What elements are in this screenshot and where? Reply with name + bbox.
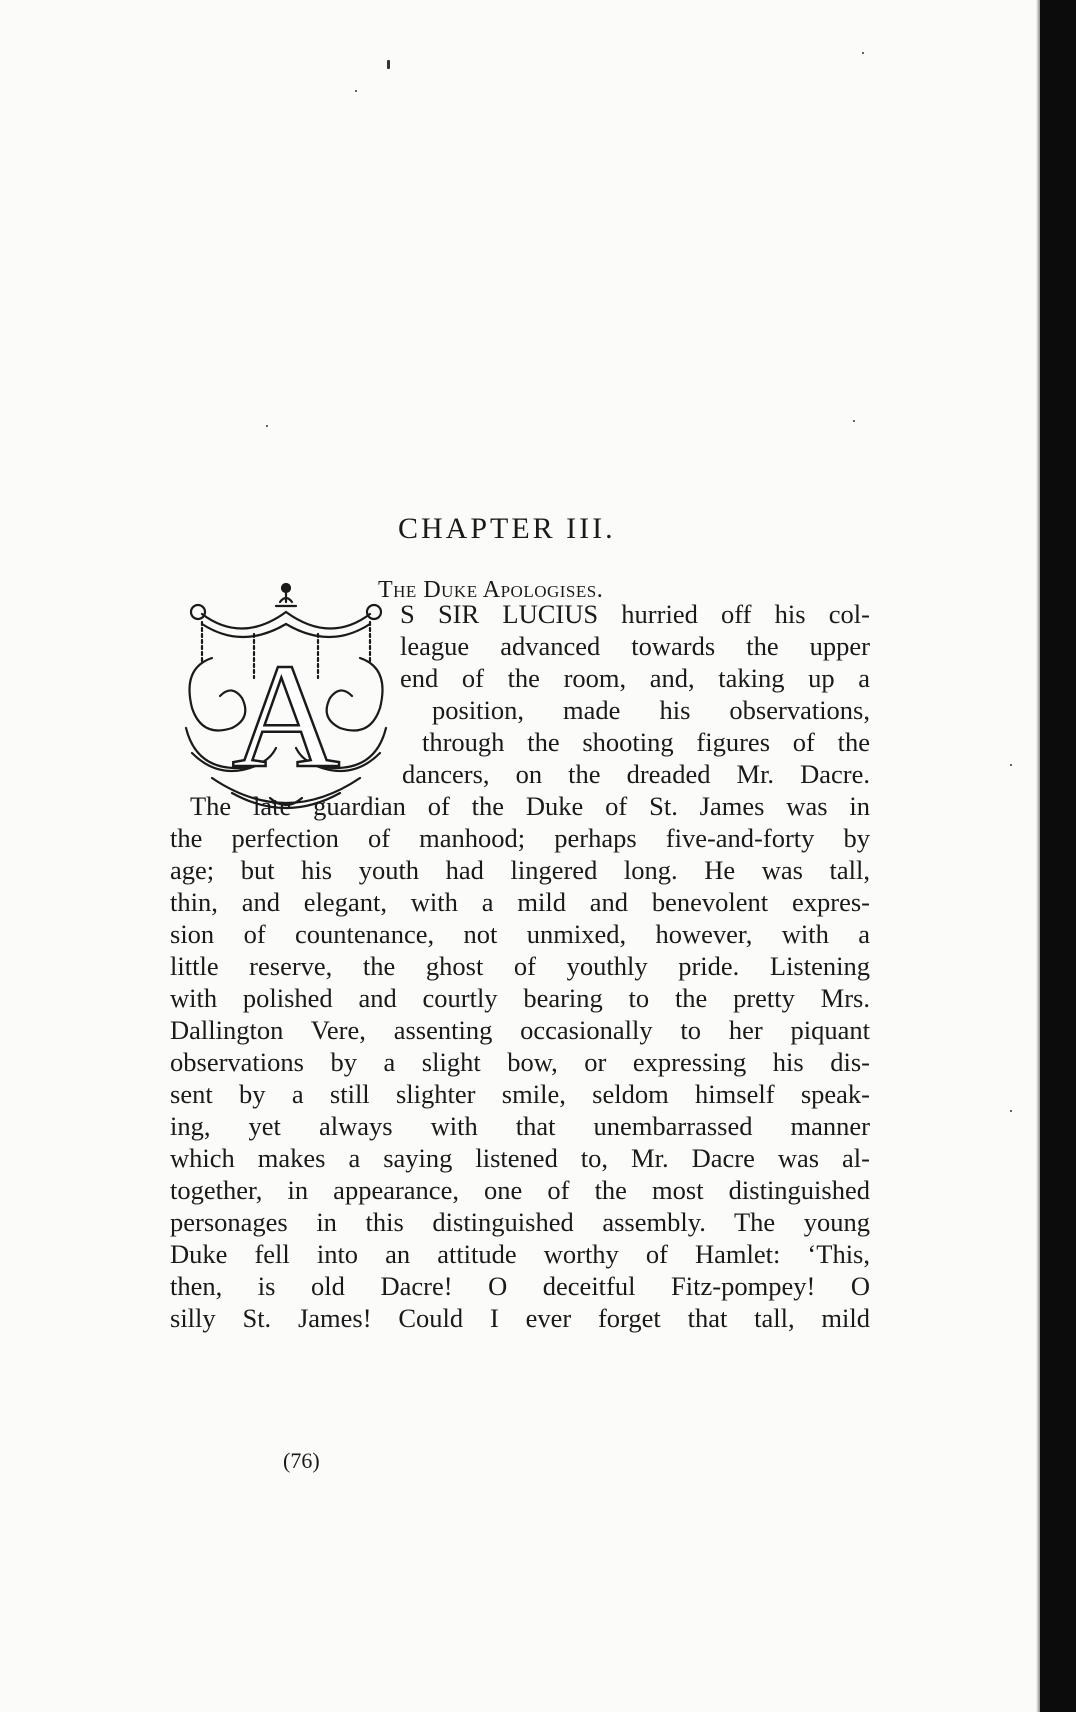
speck <box>1010 764 1012 766</box>
text-line: ing, yet always with that unembarrassed manner <box>170 1111 870 1141</box>
chapter-title: CHAPTER III. <box>398 512 616 545</box>
speck <box>355 90 357 92</box>
text-line: Duke fell into an attitude worthy of Hamlet: ‘This, <box>170 1239 870 1269</box>
text-line: personages in this distinguished assembly. The young <box>170 1207 870 1237</box>
drop-cap-letter <box>232 633 340 799</box>
text-line: position, made his observations, <box>432 695 870 725</box>
page-number: (76) <box>283 1448 320 1473</box>
text-line: end of the room, and, taking up a <box>400 663 870 693</box>
text-line: which makes a saying listened to, Mr. Dacre was al- <box>170 1143 870 1173</box>
text-line: dancers, on the dreaded Mr. Dacre. <box>402 759 870 789</box>
speck <box>1010 1110 1012 1112</box>
text-line: silly St. James! Could I ever forget that tall, mild <box>170 1303 870 1333</box>
speck <box>266 425 268 427</box>
text-line: S SIR LUCIUS hurried off his col- <box>400 599 870 629</box>
text-line: then, is old Dacre! O deceitful Fitz-pompey! O <box>170 1271 870 1301</box>
text-line: sion of countenance, not unmixed, however, with a <box>170 919 870 949</box>
text-line: the perfection of manhood; perhaps five-and-forty by <box>170 823 870 853</box>
binding-edge <box>1040 0 1076 1712</box>
text-line: sent by a still slighter smile, seldom himself speak- <box>170 1079 870 1109</box>
text-line: Dallington Vere, assenting occasionally to her piquant <box>170 1015 870 1045</box>
speck <box>853 420 855 422</box>
text-line: observations by a slight bow, or expressing his dis- <box>170 1047 870 1077</box>
text-line: league advanced towards the upper <box>400 631 870 661</box>
text-line: little reserve, the ghost of youthly pride. Listening <box>170 951 870 981</box>
chapter-subtitle: The Duke Apologises. <box>378 577 604 603</box>
text-line: together, in appearance, one of the most distinguished <box>170 1175 870 1205</box>
text-line: The late guardian of the Duke of St. James was in <box>190 791 870 821</box>
text-line: thin, and elegant, with a mild and benevolent expres- <box>170 887 870 917</box>
text-line: through the shooting figures of the <box>422 727 870 757</box>
speck <box>862 52 864 54</box>
svg-text:A: A <box>231 633 341 799</box>
text-line: with polished and courtly bearing to the pretty Mrs. <box>170 983 870 1013</box>
speck <box>387 60 390 69</box>
text-line: age; but his youth had lingered long. He was tall, <box>170 855 870 885</box>
